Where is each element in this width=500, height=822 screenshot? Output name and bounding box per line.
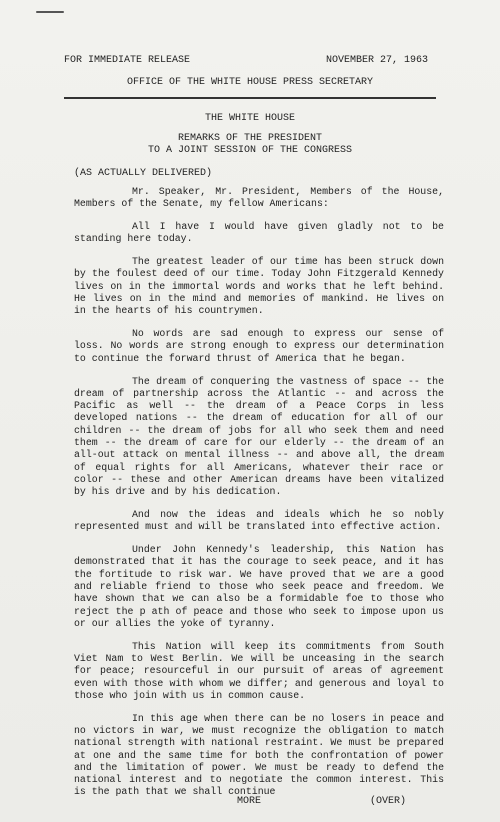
paragraph-8: This Nation will keep its commitments from South Viet Nam to West Berlin. We will be unceasing in the search for peace; resourceful in our pursuit of areas of agreement even with those with whom we differ; and generous and loyal to those who join with us in common cause. — [74, 640, 444, 701]
header-rule — [64, 97, 436, 99]
paragraph-6: And now the ideas and ideals which he so nobly represented must and will be translated into effective action. — [74, 509, 444, 533]
more-label: MORE — [237, 796, 262, 807]
paragraph-4: No words are sad enough to express our sense of loss. No words are strong enough to express our determination to continue the forward thrust of America that he began. — [74, 328, 444, 364]
as-delivered-note: (AS ACTUALLY DELIVERED) — [74, 168, 213, 179]
release-date: NOVEMBER 27, 1963 — [325, 55, 428, 66]
release-label: FOR IMMEDIATE RELEASE — [64, 55, 191, 66]
paragraph-7: Under John Kennedy's leadership, this Nation has demonstrated that it has the courage to seek peace, and it has the fortitude to risk war. We have proved that we are a good and reliable friend to those who seek peace and freedom. We have shown that we can also be a formidable foe to those who reject the p ath of peace and those who seek to impose upon us or our allies the yoke of tyranny. — [74, 544, 444, 629]
speech-body — [74, 186, 444, 809]
remarks-title-line1: REMARKS OF THE PRESIDENT — [177, 133, 323, 144]
white-house-title: THE WHITE HOUSE — [204, 113, 295, 124]
office-heading: OFFICE OF THE WHITE HOUSE PRESS SECRETARY — [126, 77, 374, 88]
remarks-title-line2: TO A JOINT SESSION OF THE CONGRESS — [147, 145, 353, 156]
pen-mark — [36, 11, 64, 13]
over-label: (OVER) — [370, 796, 407, 807]
paragraph-salutation: Mr. Speaker, Mr. President, Members of the House, Members of the Senate, my fellow Americans: — [74, 186, 444, 210]
paragraph-5: The dream of conquering the vastness of space -- the dream of partnership across the Atlantic -- and across the Pacific as well -- the dream of a Peace Corps in less developed nations -- the dream of education for all of our children -- the dream of jobs for all who seek them and need them -- the dream of care for our elderly -- the dream of an all-out attack on mental illness -- and above all, the dream of equal rights for all Americans, whatever their race or color -- these and other American dreams have been vitalized by his drive and by his dedication. — [74, 375, 444, 498]
paragraph-9: In this age when there can be no losers in peace and no victors in war, we must recognize the obligation to match national strength with national restraint. We must be prepared at one and the same time for both the confrontation of power and the limitation of power. We must be ready to defend the national interest and to negotiate the common interest. This is the path that we shall continue — [74, 712, 444, 798]
paragraph-3: The greatest leader of our time has been struck down by the foulest deed of our time. Today John Fitzgerald Kennedy lives on in the immortal words and works that he left behind. He lives on in the mind and memories of mankind. He lives on in the hearts of his countrymen. — [74, 256, 444, 317]
paragraph-2: All I have I would have given gladly not to be standing here today. — [74, 221, 444, 245]
